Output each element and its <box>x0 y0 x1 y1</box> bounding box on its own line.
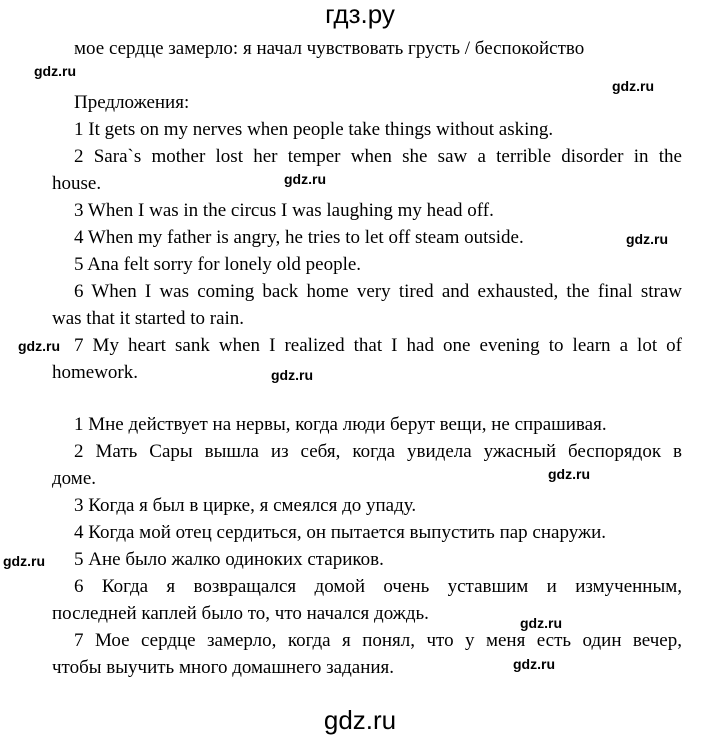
site-footer: gdz.ru <box>323 705 397 735</box>
sentence-en-5: 5 Ana felt sorry for lonely old people. <box>74 254 362 275</box>
sentence-en-7: 7 My heart sank when I realized that I had one evening to learn a lot of <box>74 335 682 356</box>
sentence-ru-1: 1 Мне действует на нервы, когда люди берут вещи, не спрашивая. <box>74 414 607 435</box>
watermark: gdz.ru <box>548 466 590 482</box>
watermark: gdz.ru <box>612 78 654 94</box>
sentence-en-7-cont: homework. <box>52 362 139 383</box>
watermark: gdz.ru <box>520 615 562 631</box>
sentence-en-6-cont: was that it started to rain. <box>52 308 245 329</box>
sentence-en-2-cont: house. <box>52 173 102 194</box>
sentence-ru-3: 3 Когда я был в цирке, я смеялся до упаду. <box>74 495 417 516</box>
watermark: gdz.ru <box>3 553 45 569</box>
answer-line: мое сердце замерло: я начал чувствовать грусть / беспокойство <box>74 38 585 59</box>
sentence-ru-6-cont: последней каплей было то, что начался дождь. <box>52 603 429 624</box>
sentence-ru-6: 6 Когда я возвращался домой очень уставшим и измученным, <box>74 576 682 597</box>
sentence-ru-2: 2 Мать Сары вышла из себя, когда увидела ужасный беспорядок в <box>74 441 682 462</box>
watermark: gdz.ru <box>513 656 555 672</box>
sentence-en-1: 1 It gets on my nerves when people take things without asking. <box>74 119 554 140</box>
watermark: gdz.ru <box>34 63 76 79</box>
section-heading: Предложения: <box>74 92 190 113</box>
watermark: gdz.ru <box>284 171 326 187</box>
watermark: gdz.ru <box>18 338 60 354</box>
sentence-en-2: 2 Sara`s mother lost her temper when she saw a terrible disorder in the <box>74 146 682 167</box>
sentence-ru-2-cont: доме. <box>52 468 97 489</box>
sentence-ru-5: 5 Ане было жалко одиноких стариков. <box>74 549 384 570</box>
sentence-ru-7-cont: чтобы выучить много домашнего задания. <box>52 657 395 678</box>
sentence-en-6: 6 When I was coming back home very tired and exhausted, the final straw <box>74 281 682 302</box>
watermark: gdz.ru <box>271 367 313 383</box>
sentence-ru-4: 4 Когда мой отец сердиться, он пытается выпустить пар снаружи. <box>74 522 607 543</box>
watermark: gdz.ru <box>626 231 668 247</box>
site-title: гдз.ру <box>325 0 395 29</box>
sentence-ru-7: 7 Мое сердце замерло, когда я понял, что у меня есть один вечер, <box>74 630 682 651</box>
sentence-en-3: 3 When I was in the circus I was laughing my head off. <box>74 200 494 221</box>
sentence-en-4: 4 When my father is angry, he tries to let off steam outside. <box>74 227 524 248</box>
